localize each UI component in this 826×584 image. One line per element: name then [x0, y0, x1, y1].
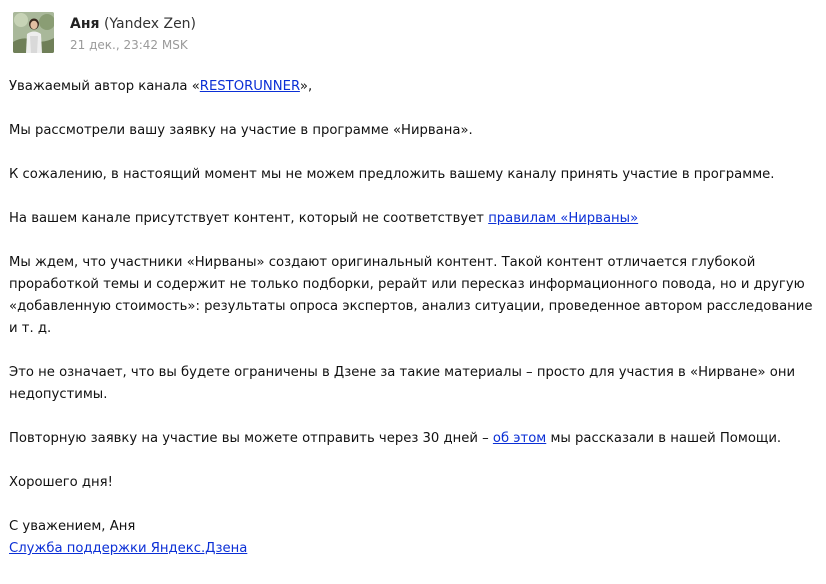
sender-name[interactable]: Аня	[70, 16, 100, 32]
paragraph-3-text: На вашем канале присутствует контент, который не соответствует	[9, 211, 489, 226]
greeting-post: »,	[299, 79, 313, 94]
greeting-pre: Уважаемый автор канала «	[9, 79, 200, 94]
paragraph-7: Хорошего дня!	[9, 475, 113, 490]
nirvana-rules-link[interactable]: правилам «Нирваны»	[488, 211, 639, 226]
paragraph-3	[9, 208, 819, 230]
avatar[interactable]	[13, 12, 54, 53]
sender-line	[70, 15, 196, 33]
paragraph-5: Это не означает, что вы будете ограничены в Дзене за такие материалы – просто для участия в «Нирване» они недопустимы.	[9, 365, 796, 402]
signature-link-line	[9, 538, 819, 560]
paragraph-1: Мы рассмотрели вашу заявку на участие в программе «Нирвана».	[9, 123, 473, 138]
paragraph-4: Мы ждем, что участники «Нирваны» создают оригинальный контент. Такой контент отличается глубокой проработкой темы и содержит не только подборки, рерайт или пересказ информационного повода, но и другую «добавленную стоимость»: результаты опроса экспертов, анализ ситуации, проведенное автором расследование и т. д.	[9, 255, 813, 336]
sender-org: (Yandex Zen)	[103, 16, 197, 32]
message-date: 21 дек., 23:42 MSK	[70, 38, 188, 52]
paragraph-6-post: мы рассказали в нашей Помощи.	[546, 431, 782, 446]
message-body	[9, 76, 819, 560]
help-link[interactable]: об этом	[492, 431, 547, 446]
support-link[interactable]: Служба поддержки Яндекс.Дзена	[9, 541, 248, 556]
paragraph-6	[9, 428, 819, 450]
message-header	[13, 12, 196, 56]
signature-line: С уважением, Аня	[9, 519, 136, 534]
sender-meta	[70, 12, 196, 53]
greeting	[9, 76, 819, 98]
paragraph-2: К сожалению, в настоящий момент мы не можем предложить вашему каналу принять участие в программе.	[9, 167, 775, 182]
channel-link[interactable]: RESTORUNNER	[199, 79, 300, 94]
paragraph-6-pre: Повторную заявку на участие вы можете отправить через 30 дней –	[9, 431, 493, 446]
avatar-photo-icon	[13, 12, 54, 53]
